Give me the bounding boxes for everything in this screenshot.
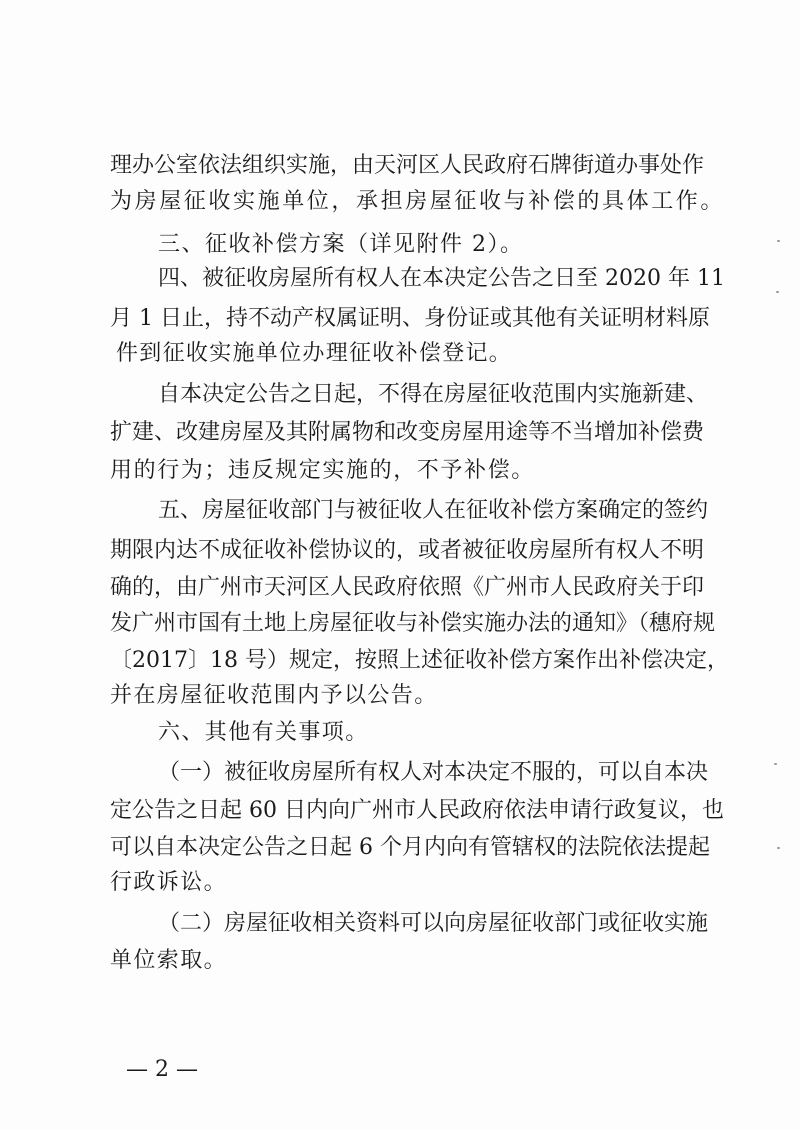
item-1-line-1-text: （一）被征收房屋所有权人对本决定不服的，可以自本决	[158, 760, 709, 785]
paragraph-restriction-line-1	[0, 374, 800, 416]
page-number: — 2 —	[126, 1057, 198, 1082]
item-1-line-2	[0, 790, 800, 832]
item-2-line-1	[0, 903, 800, 945]
section-5-line-5-text: 〔2017〕18 号）规定，按照上述征收补偿方案作出补偿决定，	[110, 648, 729, 673]
scan-speck	[777, 240, 780, 242]
body-line-2	[0, 181, 800, 223]
scan-speck	[776, 291, 779, 293]
item-1-line-4-text: 行政诉讼。	[110, 870, 228, 895]
section-4-line-3	[0, 333, 800, 375]
paragraph-restriction-line-1-text: 自本决定公告之日起，不得在房屋征收范围内实施新建、	[158, 382, 709, 407]
section-4-line-3-text: 件到征收实施单位办理征收补偿登记。	[116, 341, 513, 366]
item-2-line-2-text: 单位索取。	[110, 948, 228, 973]
paragraph-restriction-line-3	[0, 450, 800, 492]
section-4-line-1	[0, 258, 800, 300]
section-5-line-4-text: 发广州市国有土地上房屋征收与补偿实施办法的通知》（穗府规	[110, 611, 716, 636]
item-1-line-3-text: 可以自本决定公告之日起 6 个月内向有管辖权的法院依法提起	[110, 835, 710, 860]
item-2-line-1-text: （二）房屋征收相关资料可以向房屋征收部门或征收实施	[158, 911, 709, 936]
section-5-line-2-text: 期限内达不成征收补偿协议的，或者被征收房屋所有权人不明	[110, 538, 705, 563]
section-5-line-2	[0, 530, 800, 572]
section-4-line-2-text: 月 1 日止，持不动产权属证明、身份证或其他有关证明材料原	[110, 306, 710, 331]
section-3-text: 三、征收补偿方案（详见附件 2）。	[158, 232, 524, 257]
section-4-line-1-text: 四、被征收房屋所有权人在本决定公告之日至 2020 年 11	[158, 266, 725, 291]
paragraph-restriction-line-2	[0, 412, 800, 454]
scan-speck	[777, 847, 780, 849]
section-5-line-1-text: 五、房屋征收部门与被征收人在征收补偿方案确定的签约	[158, 498, 709, 523]
paragraph-restriction-line-3-text: 用的行为；违反规定实施的，不予补偿。	[110, 458, 535, 483]
scan-speck	[774, 763, 777, 765]
item-2-line-2	[0, 940, 800, 982]
body-line-2-text: 为房屋征收实施单位，承担房屋征收与补偿的具体工作。	[110, 189, 726, 214]
section-5-line-6-text: 并在房屋征收范围内予以公告。	[110, 683, 438, 708]
body-line-1-text: 理办公室依法组织实施，由天河区人民政府石牌街道办事处作	[110, 153, 705, 178]
paragraph-restriction-line-2-text: 扩建、改建房屋及其附属物和改变房屋用途等不当增加补偿费	[110, 420, 705, 445]
section-5-line-4	[0, 603, 800, 645]
section-5-line-1	[0, 490, 800, 532]
section-6-heading	[0, 712, 800, 754]
item-1-line-1	[0, 752, 800, 794]
section-6-text: 六、其他有关事项。	[158, 720, 369, 745]
item-1-line-4	[0, 862, 800, 904]
section-5-line-3-text: 确的，由广州市天河区人民政府依照《广州市人民政府关于印	[110, 575, 705, 600]
section-5-line-6	[0, 675, 800, 717]
item-1-line-2-text: 定公告之日起 60 日内向广州市人民政府依法申请行政复议，也	[110, 798, 724, 823]
